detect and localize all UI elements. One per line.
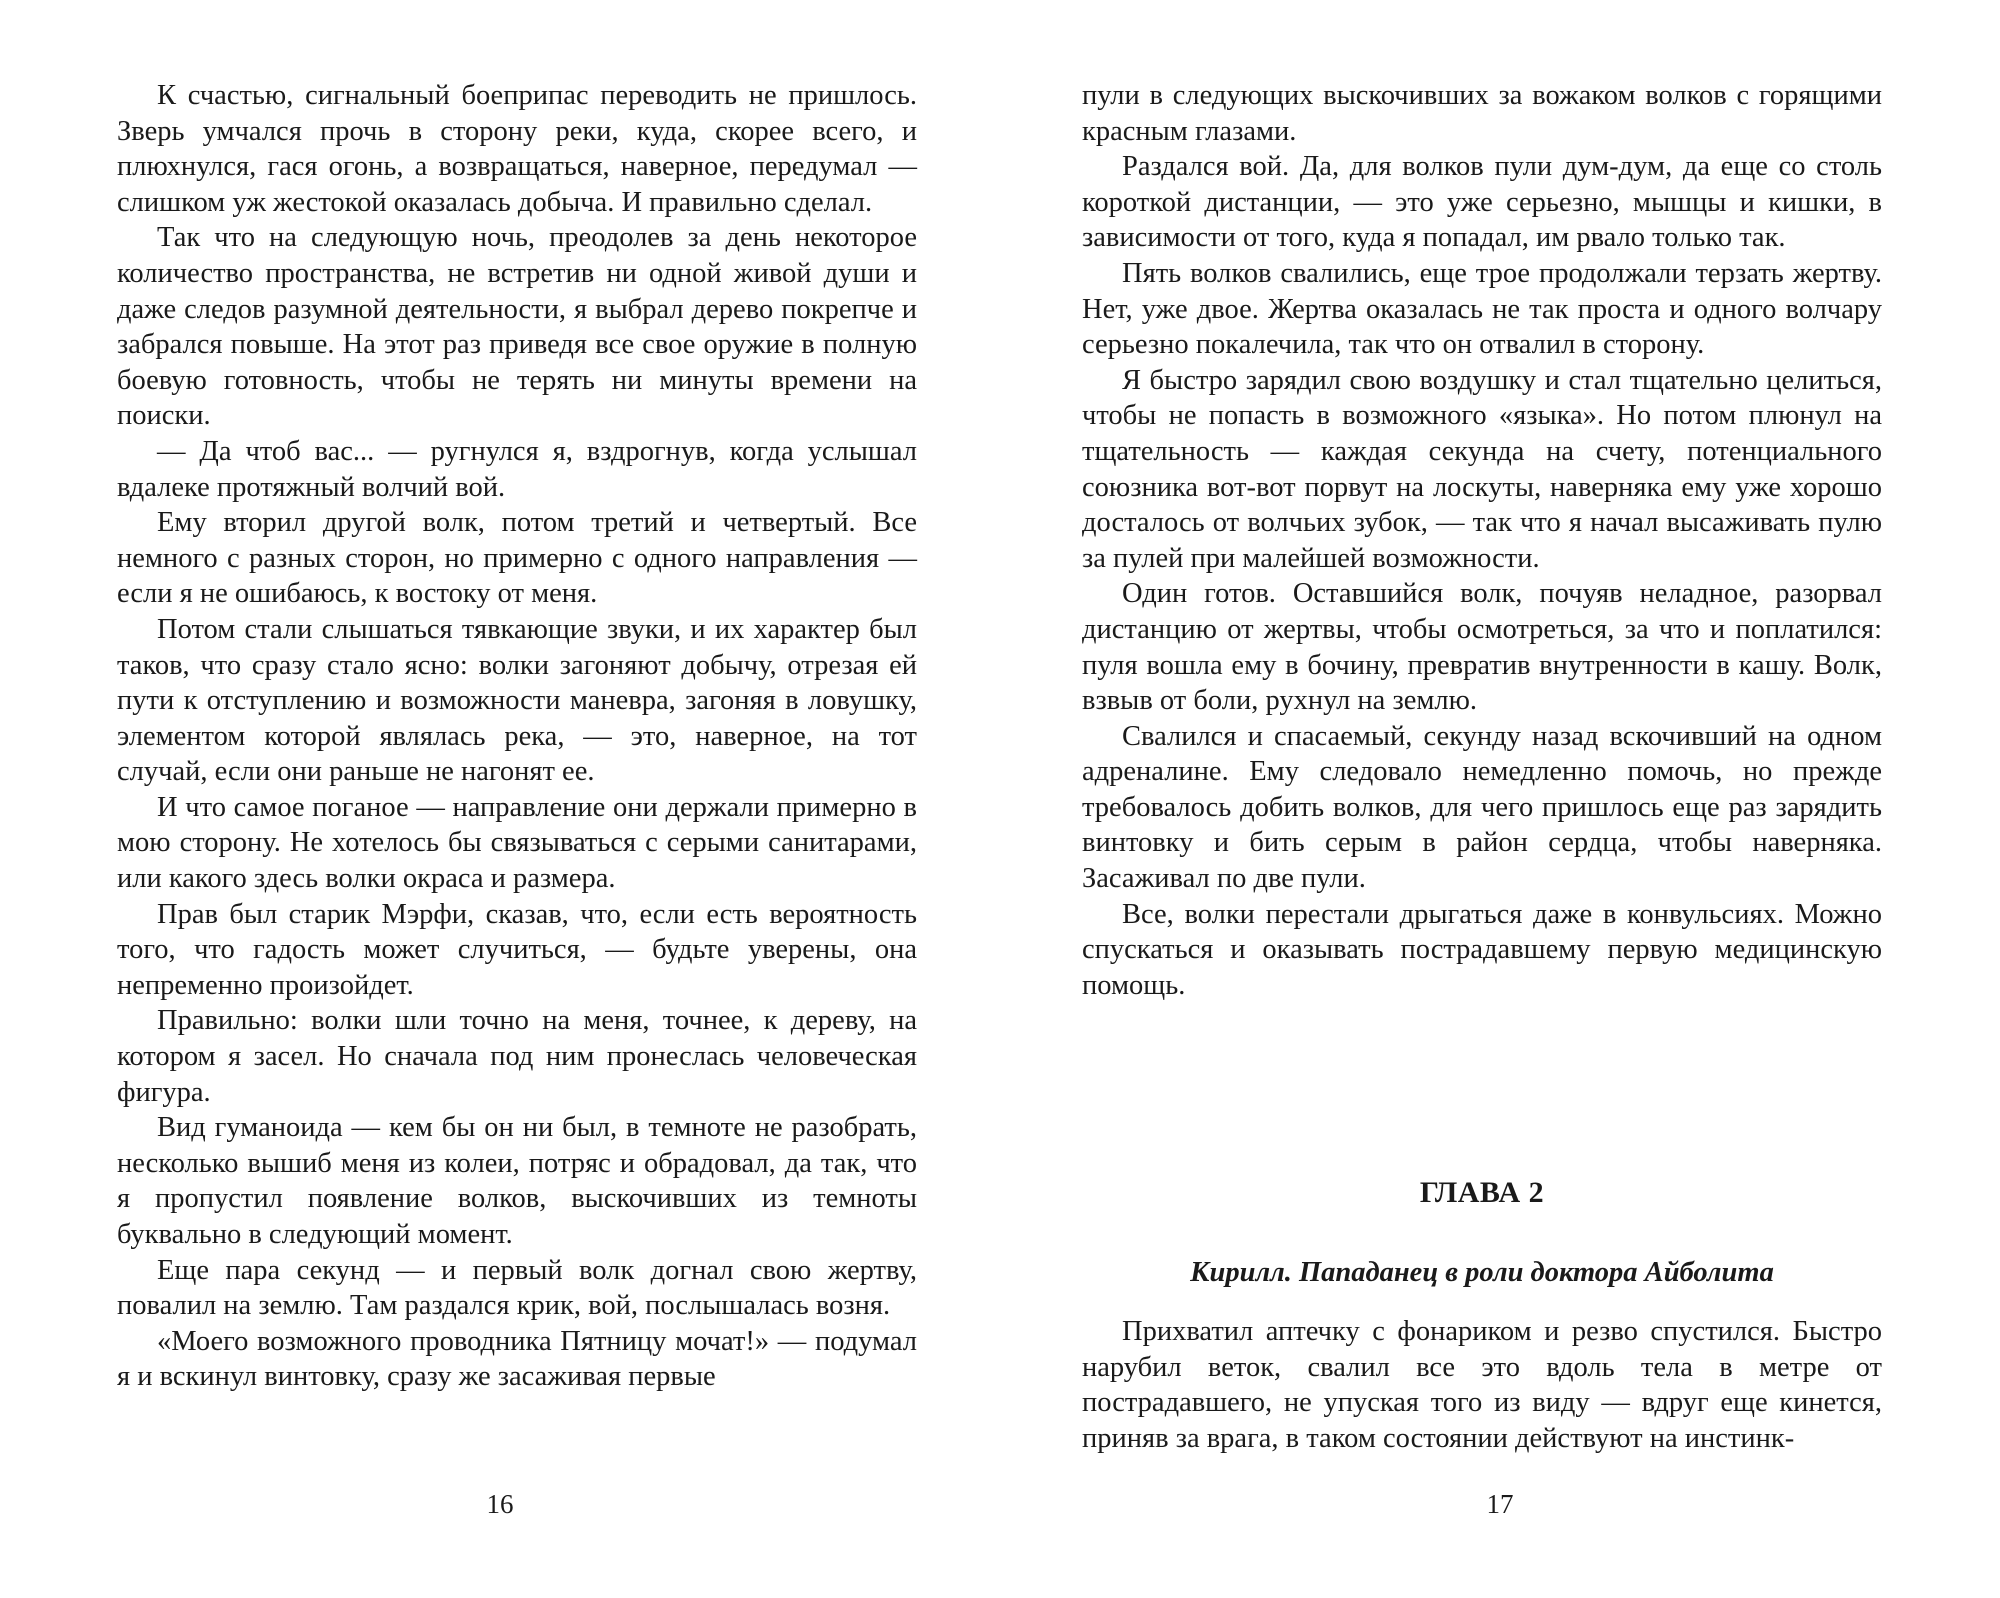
right-paragraph-5: Свалился и спасаемый, секунду назад вскочивший на одном адреналине. Ему следовало немедленно помочь, но прежде требовалось добить волков, для чего пришлось еще раз зарядить винтовку и бить серым в район сердца, чтобы наверняка. Засаживал по две пули. [1082,720,1882,895]
left-paragraph-6: И что самое поганое — направление они держали примерно в мою сторону. Не хотелось бы связываться с серыми санитарами, или какого здесь волки окраса и размера. [117,791,917,895]
right-paragraph-6: Все, волки перестали дрыгаться даже в конвульсиях. Можно спускаться и оказывать пострадавшему первую медицинскую помощь. [1082,898,1882,1001]
chapter-paragraph-1: Прихватил аптечку с фонариком и резво спустился. Быстро нарубил веток, свалил все это вдоль тела в метре от пострадавшего, не упуская того из виду — вдруг еще кинется, приняв за врага, в таком состоянии действуют на инстинк- [1082,1316,1882,1454]
chapter-subtitle: Кирилл. Пападанец в роли доктора Айболита [1190,1257,1774,1288]
left-page-body [117,78,917,1395]
left-paragraph-9: Вид гуманоида — кем бы он ни был, в темноте не разобрать, несколько вышиб меня из колеи, потряс и обрадовал, да так, что я пропустил появление волков, выскочивших из темноты буквально в следующий момент. [117,1112,917,1250]
left-paragraph-5: Потом стали слышаться тявкающие звуки, и их характер был таков, что сразу стало ясно: волки загоняют добычу, отрезая ей пути к отступлению и возможности маневра, загоняя в ловушку, элементом которой являлась река, — это, наверное, на тот случай, если они раньше не нагонят ее. [117,613,917,788]
chapter-opening [1082,1314,1882,1456]
left-paragraph-11: «Моего возможного проводника Пятницу мочат!» — подумал я и вскинул винтовку, сразу же засаживая первые [117,1325,917,1393]
right-paragraph-3: Я быстро зарядил свою воздушку и стал тщательно целиться, чтобы не попасть в возможного «языка». Но потом плюнул на тщательность — каждая секунда на счету, потенциального союзника вот-вот порвут на лоскуты, наверняка ему уже хорошо досталось от волчьих зубок, — так что я начал высаживать пулю за пулей при малейшей возможности. [1082,364,1882,574]
right-paragraph-1: Раздался вой. Да, для волков пули дум-дум, да еще со столь короткой дистанции, — это уже серьезно, мышцы и кишки, в зависимости от того, куда я попадал, им рвало только так. [1082,151,1882,254]
right-paragraph-4: Один готов. Оставшийся волк, почуяв неладное, разорвал дистанцию от жертвы, чтобы осмотреться, за что и поплатился: пуля вошла ему в бочину, превратив внутренности в кашу. Волк, взвыв от боли, рухнул на землю. [1082,578,1882,717]
left-paragraph-2: Так что на следующую ночь, преодолев за день некоторое количество пространства, не встретив ни одной живой души и даже следов разумной деятельности, я выбрал дерево покрепче и забрался повыше. На этот раз приведя все свое оружие в полную боевую готовность, чтобы не терять ни минуты времени на поиски. [117,222,917,432]
left-paragraph-1: К счастью, сигнальный боеприпас переводить не пришлось. Зверь умчался прочь в сторону реки, куда, скорее всего, и плюхнулся, гася огонь, а возвращаться, наверное, передумал — слишком уж жестокой оказалась добыча. И правильно сделал. [117,80,917,218]
left-paragraph-3: — Да чтоб вас... — ругнулся я, вздрогнув, когда услышал вдалеке протяжный волчий вой. [117,435,917,503]
left-paragraph-8: Правильно: волки шли точно на меня, точнее, к дереву, на котором я засел. Но сначала под ним пронеслась человеческая фигура. [117,1005,917,1108]
left-paragraph-4: Ему вторил другой волк, потом третий и четвертый. Все немного с разных сторон, но примерно с одного направления — если я не ошибаюсь, к востоку от меня. [117,507,917,610]
chapter-title: ГЛАВА 2 [1419,1176,1545,1209]
page-number-right: 17 [1486,1489,1514,1519]
left-paragraph-10: Еще пара секунд — и первый волк догнал свою жертву, повалил на землю. Там раздался крик, вой, послышалась возня. [117,1254,917,1322]
page-number-left: 16 [486,1489,514,1519]
right-continuation: пули в следующих выскочивших за вожаком волков с горящими красным глазами. [1082,80,1882,147]
right-page-body [1082,78,1882,1003]
right-paragraph-2: Пять волков свалились, еще трое продолжали терзать жертву. Нет, уже двое. Жертва оказалась не так проста и одного волчару серьезно покалечила, так что он отвалил в сторону. [1082,257,1882,361]
left-paragraph-7: Прав был старик Мэрфи, сказав, что, если есть вероятность того, что гадость может случиться, — будьте уверены, она непременно произойдет. [117,898,917,1001]
